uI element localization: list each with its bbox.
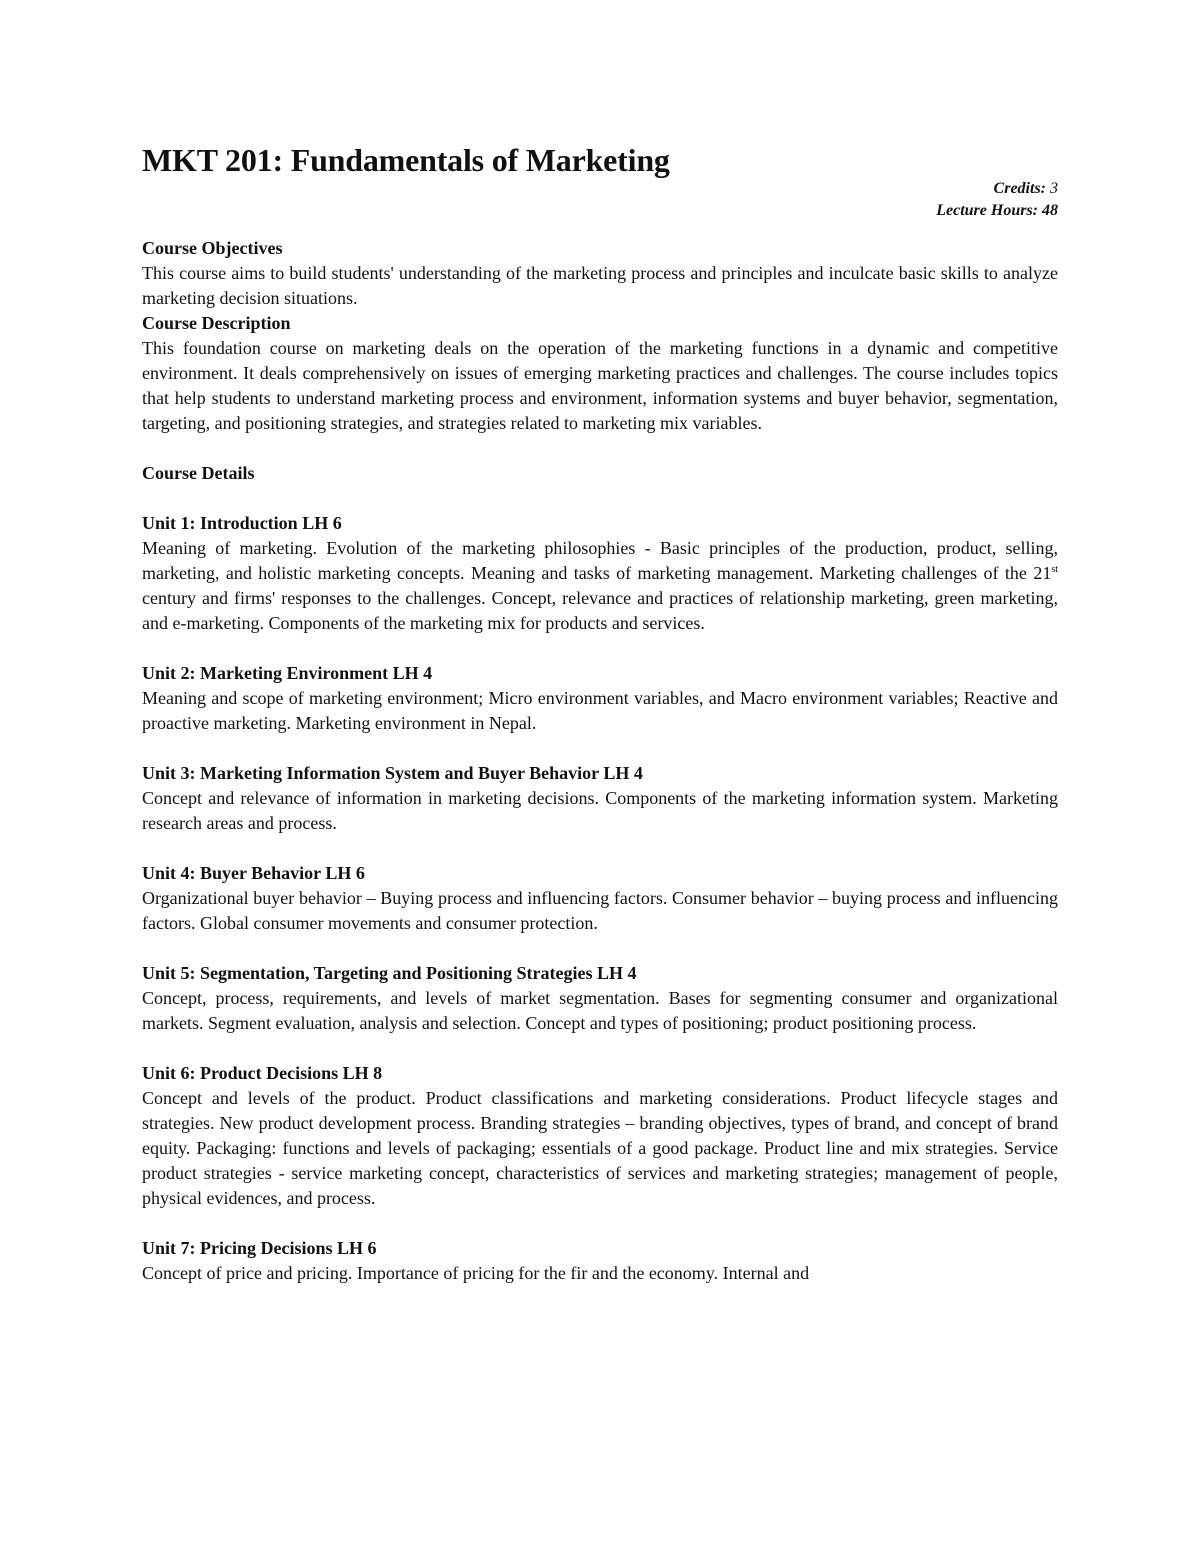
credits-label: Credits: xyxy=(993,180,1046,197)
unit-3-text: Concept and relevance of information in marketing decisions. Components of the marketing information system. Marketing research areas and process. xyxy=(142,788,1058,833)
unit-1-superscript: st xyxy=(1051,564,1058,575)
unit-4-heading: Unit 4: Buyer Behavior LH 6 xyxy=(142,863,365,883)
course-meta xyxy=(142,178,1058,222)
course-description-section xyxy=(142,311,1058,436)
unit-2-text: Meaning and scope of marketing environment; Micro environment variables, and Macro environment variables; Reactive and proactive marketing. Marketing environment in Nepal. xyxy=(142,688,1058,733)
document-body xyxy=(142,140,1058,1286)
unit-3-heading: Unit 3: Marketing Information System and Buyer Behavior LH 4 xyxy=(142,763,643,783)
course-details-heading: Course Details xyxy=(142,463,255,483)
unit-1-section xyxy=(142,511,1058,636)
unit-6-heading: Unit 6: Product Decisions LH 8 xyxy=(142,1063,383,1083)
unit-6-section xyxy=(142,1061,1058,1211)
lecture-hours-line xyxy=(142,200,1058,222)
credits-line xyxy=(142,178,1058,200)
course-description-text: This foundation course on marketing deals on the operation of the marketing functions in a dynamic and competitive environment. It deals comprehensively on issues of emerging marketing practices and challenges. The course includes topics that help students to understand marketing process and environment, information systems and buyer behavior, segmentation, targeting, and positioning strategies, and strategies related to marketing mix variables. xyxy=(142,338,1058,433)
unit-2-heading: Unit 2: Marketing Environment LH 4 xyxy=(142,663,433,683)
unit-7-text: Concept of price and pricing. Importance of pricing for the fir and the economy. Internal and xyxy=(142,1263,810,1283)
unit-7-heading: Unit 7: Pricing Decisions LH 6 xyxy=(142,1238,377,1258)
unit-4-section xyxy=(142,861,1058,936)
unit-5-section xyxy=(142,961,1058,1036)
unit-6-text: Concept and levels of the product. Product classifications and marketing considerations. Product lifecycle stages and strategies. New product development process. Branding strategies – branding objectives, types of brand, and concept of brand equity. Packaging: functions and levels of packaging; essentials of a good package. Product line and mix strategies. Service product strategies - service marketing concept, characteristics of services and marketing strategies; management of people, physical evidences, and process. xyxy=(142,1088,1058,1208)
unit-1-text xyxy=(142,536,1058,636)
unit-1-heading: Unit 1: Introduction LH 6 xyxy=(142,513,342,533)
unit-4-text: Organizational buyer behavior – Buying process and influencing factors. Consumer behavior – buying process and influencing factors. Global consumer movements and consumer protection. xyxy=(142,888,1058,933)
unit-7-section xyxy=(142,1236,1058,1286)
unit-1-text-part-2: century and firms' responses to the challenges. Concept, relevance and practices of relationship marketing, green marketing, and e-marketing. Components of the marketing mix for products and services. xyxy=(142,588,1058,633)
course-objectives-section xyxy=(142,236,1058,311)
course-objectives-text: This course aims to build students' understanding of the marketing process and principles and inculcate basic skills to analyze marketing decision situations. xyxy=(142,263,1058,308)
lecture-hours-value: 48 xyxy=(1042,202,1058,219)
course-objectives-heading: Course Objectives xyxy=(142,238,283,258)
course-description-heading: Course Description xyxy=(142,313,291,333)
lecture-hours-label: Lecture Hours: xyxy=(936,202,1038,219)
unit-1-text-part-1: Meaning of marketing. Evolution of the marketing philosophies - Basic principles of the production, product, selling, marketing, and holistic marketing concepts. Meaning and tasks of marketing management. Marketing challenges of the 21 xyxy=(142,538,1058,583)
page-title: MKT 201: Fundamentals of Marketing xyxy=(142,142,670,178)
unit-2-section xyxy=(142,661,1058,736)
unit-5-heading: Unit 5: Segmentation, Targeting and Positioning Strategies LH 4 xyxy=(142,963,637,983)
credits-value: 3 xyxy=(1050,180,1058,197)
course-details-section xyxy=(142,461,1058,486)
unit-3-section xyxy=(142,761,1058,836)
unit-5-text: Concept, process, requirements, and levels of market segmentation. Bases for segmenting consumer and organizational markets. Segment evaluation, analysis and selection. Concept and types of positioning; product positioning process. xyxy=(142,988,1058,1033)
